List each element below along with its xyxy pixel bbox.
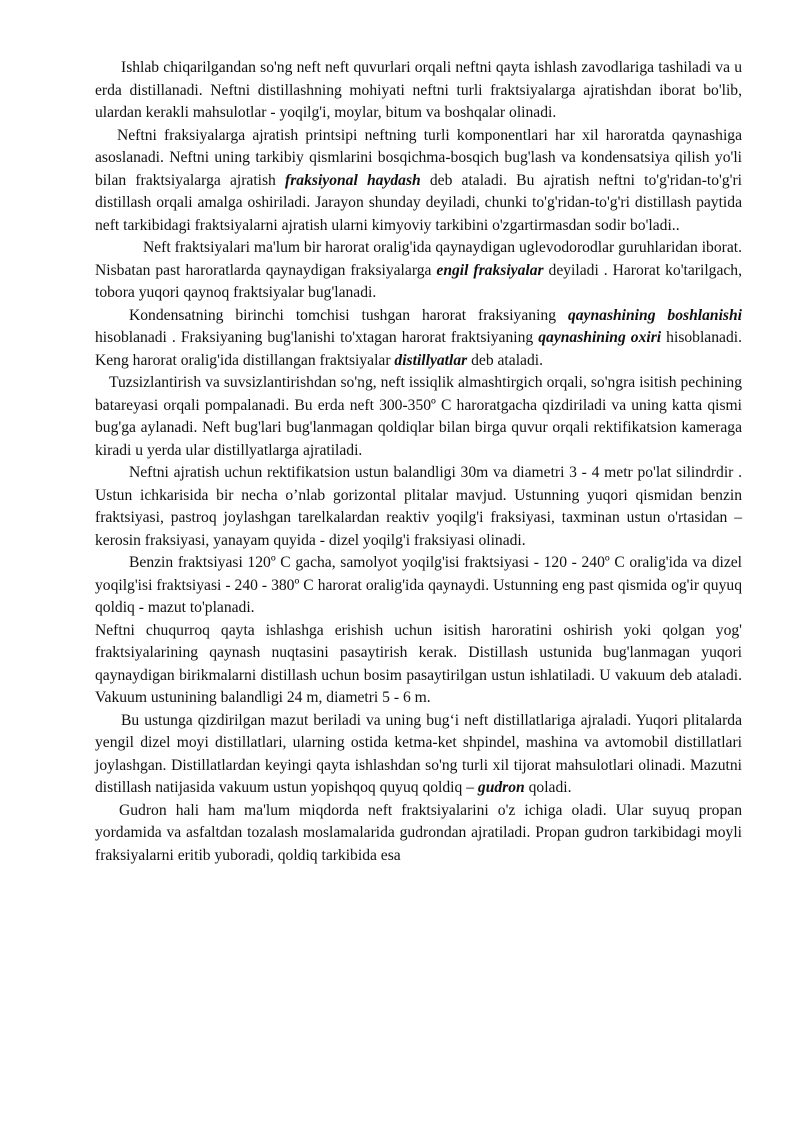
paragraph-light-fractions	[95, 237, 742, 305]
term-boiling-start: qaynashining boshlanishi	[567, 306, 742, 324]
term-gudron: gudron	[477, 779, 525, 796]
paragraph-text: deb ataladi. Bu ajratish neftni to'g'ridan-to'g'ri distillash orqali amalga oshiriladi. Jarayon shunday deyiladi, chunki to'g'ridan-to'g'ri distillash paytida neft tarkibidagi fraktsiyalarni ajratish ularni kimyoviy tarkibini o'zgartirmasdan sodir bo'ladi..	[95, 171, 742, 234]
paragraph-text: qoladi.	[524, 779, 572, 796]
paragraph-text: Ishlab chiqarilgandan so'ng neft neft quvurlari orqali neftni qayta ishlash zavodlariga tashiladi va u erda distillanadi. Neftni distillashning mohiyati neftni turli fraktsiyalarga ajratishdan iborat bo'lib, ulardan kerakli mahsulotlar - yoqilg'i, moylar, bitum va boshqalar olinadi.	[95, 59, 742, 121]
term-light-fractions: engil fraksiyalar	[436, 261, 544, 279]
paragraph-transport	[95, 57, 742, 125]
paragraph-text: hisoblanadi. Keng harorat oralig'ida distillangan fraktsiyalar	[95, 329, 742, 369]
paragraph-text: Neftni ajratish uchun rektifikatsion ustun balandligi 30m va diametri 3 - 4 metr po'lat silindrdir . Ustun ichkarisida bir necha o’nlab gorizontal plitalar mavjud. Ustunning yuqori qismidan benzin fraktsiyasi, pastroq joylashgan tarelkalardan reaktiv yoqilg'i fraksiyasi, taxminan ustun o'rtasidan – kerosin fraksiyasi, yanayam quyida - dizel yoqilg'i fraksiyasi olinadi.	[95, 464, 742, 549]
paragraph-text: Kondensatning birinchi tomchisi tushgan harorat fraksiyaning	[129, 306, 568, 324]
paragraph-text: Bu ustunga qizdirilgan mazut beriladi va uning bug‘i neft distillatlariga ajraladi. Yuqori plitalarda yengil dizel moyi distillatlari, ularning ostida ketma-ket shpindel, mashina va avtomobil distillatlari joylashgan. Distillatlardan keyingi qayta ishlashdan so'ng turli xil tijorat mahsulotlari olinadi. Mazutni distillash natijasida vakuum ustun yopishqoq quyuq qoldiq –	[95, 711, 742, 796]
paragraph-text: deb ataladi.	[467, 351, 543, 369]
paragraph-text: Neftni chuqurroq qayta ishlashga erishish uchun isitish haroratini oshirish yoki qolgan yog' fraktsiyalarining qaynash nuqtasini pasaytirish kerak. Distillash ustunida bug'lanmagan yuqori qaynaydigan birikmalarni distillash uchun bosim pasaytirilgan ustun ishlatiladi. U vakuum deb ataladi. Vakuum ustunining balandligi 24 m, diametri 5 - 6 m.	[95, 621, 742, 706]
paragraph-text: Neftni fraksiyalarga ajratish printsipi neftning turli komponentlari har xil haroratda qaynashiga asoslanadi. Neftni uning tarkibiy qismlarini bosqichma-bosqich bug'lash va kondensatsiya qilish yo'li bilan fraktsiyalarga ajratish	[95, 126, 742, 189]
paragraph-mazut-distillation	[95, 710, 742, 800]
term-boiling-end: qaynashining oxiri	[538, 329, 662, 346]
paragraph-fraction-ranges	[95, 552, 742, 620]
paragraph-gudron	[95, 800, 742, 868]
paragraph-vacuum-column	[95, 620, 742, 710]
paragraph-fractionation-principle	[95, 125, 742, 238]
paragraph-text: Neft fraktsiyalari ma'lum bir harorat oralig'ida qaynaydigan uglevodorodlar guruhlaridan iborat. Nisbatan past haroratlarda qaynaydigan fraksiyalarga	[95, 239, 742, 279]
document-page	[95, 57, 742, 867]
paragraph-heating	[95, 372, 742, 462]
term-fractional-distillation: fraksiyonal haydash	[285, 171, 421, 189]
paragraph-boiling-points	[95, 305, 742, 373]
paragraph-rectification-column	[95, 462, 742, 552]
paragraph-text: Benzin fraktsiyasi 120º C gacha, samolyot yoqilg'isi fraktsiyasi - 120 - 240º C oralig'ida va dizel yoqilg'isi fraktsiyasi - 240 - 380º C harorat oralig'ida qaynaydi. Ustunning eng past qismida og'ir quyuq qoldiq - mazut to'planadi.	[95, 554, 742, 616]
paragraph-text: Tuzsizlantirish va suvsizlantirishdan so'ng, neft issiqlik almashtirgich orqali, so'ngra isitish pechining batareyasi orqali pompalanadi. Bu erda neft 300-350º C haroratgacha qizdiriladi va uning katta qismi bug'ga aylanadi. Neft bug'lari bug'lanmagan qoldiqlar bilan birga quvur orqali rektifikatsion kameraga kiradi u yerda ular distillyatlarga ajratiladi.	[95, 374, 742, 459]
paragraph-text: hisoblanadi . Fraksiyaning bug'lanishi to'xtagan harorat fraktsiyaning	[95, 329, 539, 346]
term-distillates: distillyatlar	[394, 351, 468, 369]
paragraph-text: deyiladi . Harorat ko'tarilgach, tobora yuqori qaynoq fraktsiyalar bug'lanadi.	[95, 261, 742, 301]
paragraph-text: Gudron hali ham ma'lum miqdorda neft fraktsiyalarini o'z ichiga oladi. Ular suyuq propan yordamida va asfaltdan tozalash moslamalarida gudrondan ajratiladi. Propan gudron tarkibidagi moyli fraksiyalarni eritib yuboradi, qoldiq tarkibida esa	[95, 801, 742, 864]
